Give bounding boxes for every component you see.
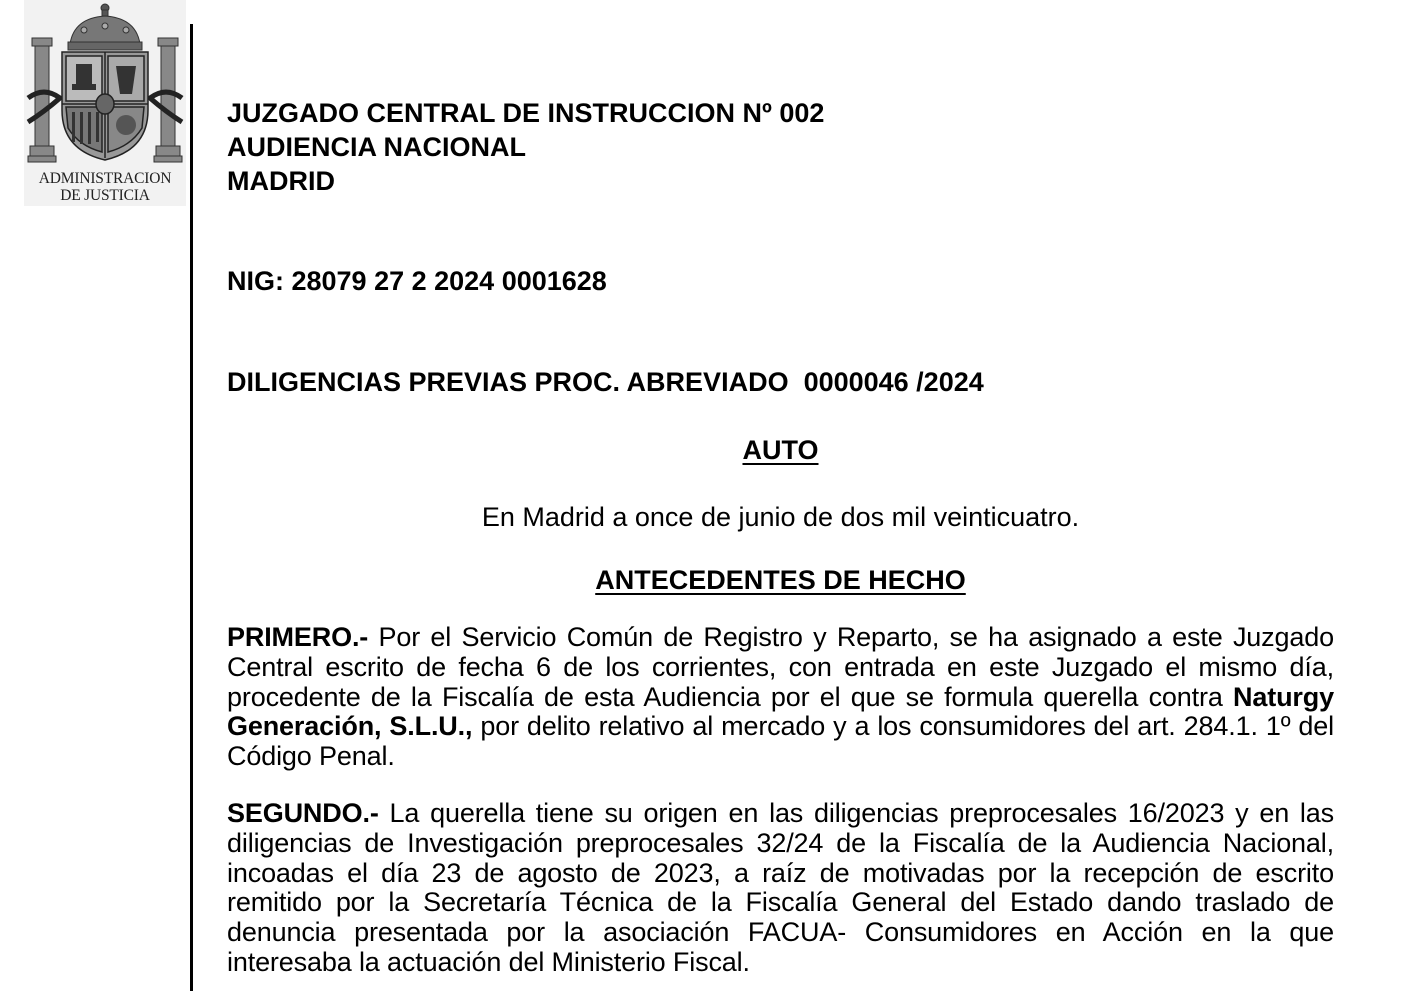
document-title: AUTO — [742, 435, 819, 465]
court-header — [227, 96, 824, 198]
spain-coat-of-arms-icon — [24, 0, 186, 170]
paragraph-label: SEGUNDO.- — [227, 798, 379, 828]
vertical-divider — [190, 24, 193, 991]
company-name: Naturgy Generación, S.L.U., — [227, 681, 1334, 742]
date-line: En Madrid a once de junio de dos mil veinticuatro. — [481, 502, 1080, 532]
paragraph-label: PRIMERO.- — [227, 622, 369, 652]
paragraph-text-continued: por delito relativo al mercado y a los consumidores del art. 284.1. 1º del Código Penal. — [227, 711, 1334, 772]
logo-text-line2: DE JUSTICIA — [60, 187, 150, 204]
section-title: ANTECEDENTES DE HECHO — [595, 565, 966, 595]
logo-text-line1: ADMINISTRACION — [38, 170, 172, 187]
paragraph-text: La querella tiene su origen en las diligencias preprocesales 16/2023 y en las diligencias de Investigación preprocesales 32/24 de la Fiscalía de la Audiencia Nacional, incoadas el día 23 de agosto de 2023, a raíz de motivadas por la recepción de escrito remitido por la Secretaría Técnica de la Fiscalía General del Estado dando traslado de denuncia presentada por la asociación FACUA- Consumidores en Acción en la que interesaba la actuación del Ministerio Fiscal. — [227, 798, 1334, 977]
nig-number: NIG: 28079 27 2 2024 0001628 — [227, 266, 607, 296]
paragraph-primero — [227, 623, 1334, 772]
audiencia-name: AUDIENCIA NACIONAL — [227, 132, 526, 162]
paragraph-segundo — [227, 799, 1334, 978]
court-city: MADRID — [227, 166, 335, 196]
procedure-reference: DILIGENCIAS PREVIAS PROC. ABREVIADO 0000046 /2024 — [227, 367, 984, 397]
court-name: JUZGADO CENTRAL DE INSTRUCCION Nº 002 — [227, 98, 825, 128]
paragraph-text: Por el Servicio Común de Registro y Reparto, se ha asignado a este Juzgado Central escrito de fecha 6 de los corrientes, con entrada en este Juzgado el mismo día, procedente de la Fiscalía de esta Audiencia por el que se formula querella contra — [227, 622, 1334, 712]
justice-administration-logo — [24, 0, 186, 206]
